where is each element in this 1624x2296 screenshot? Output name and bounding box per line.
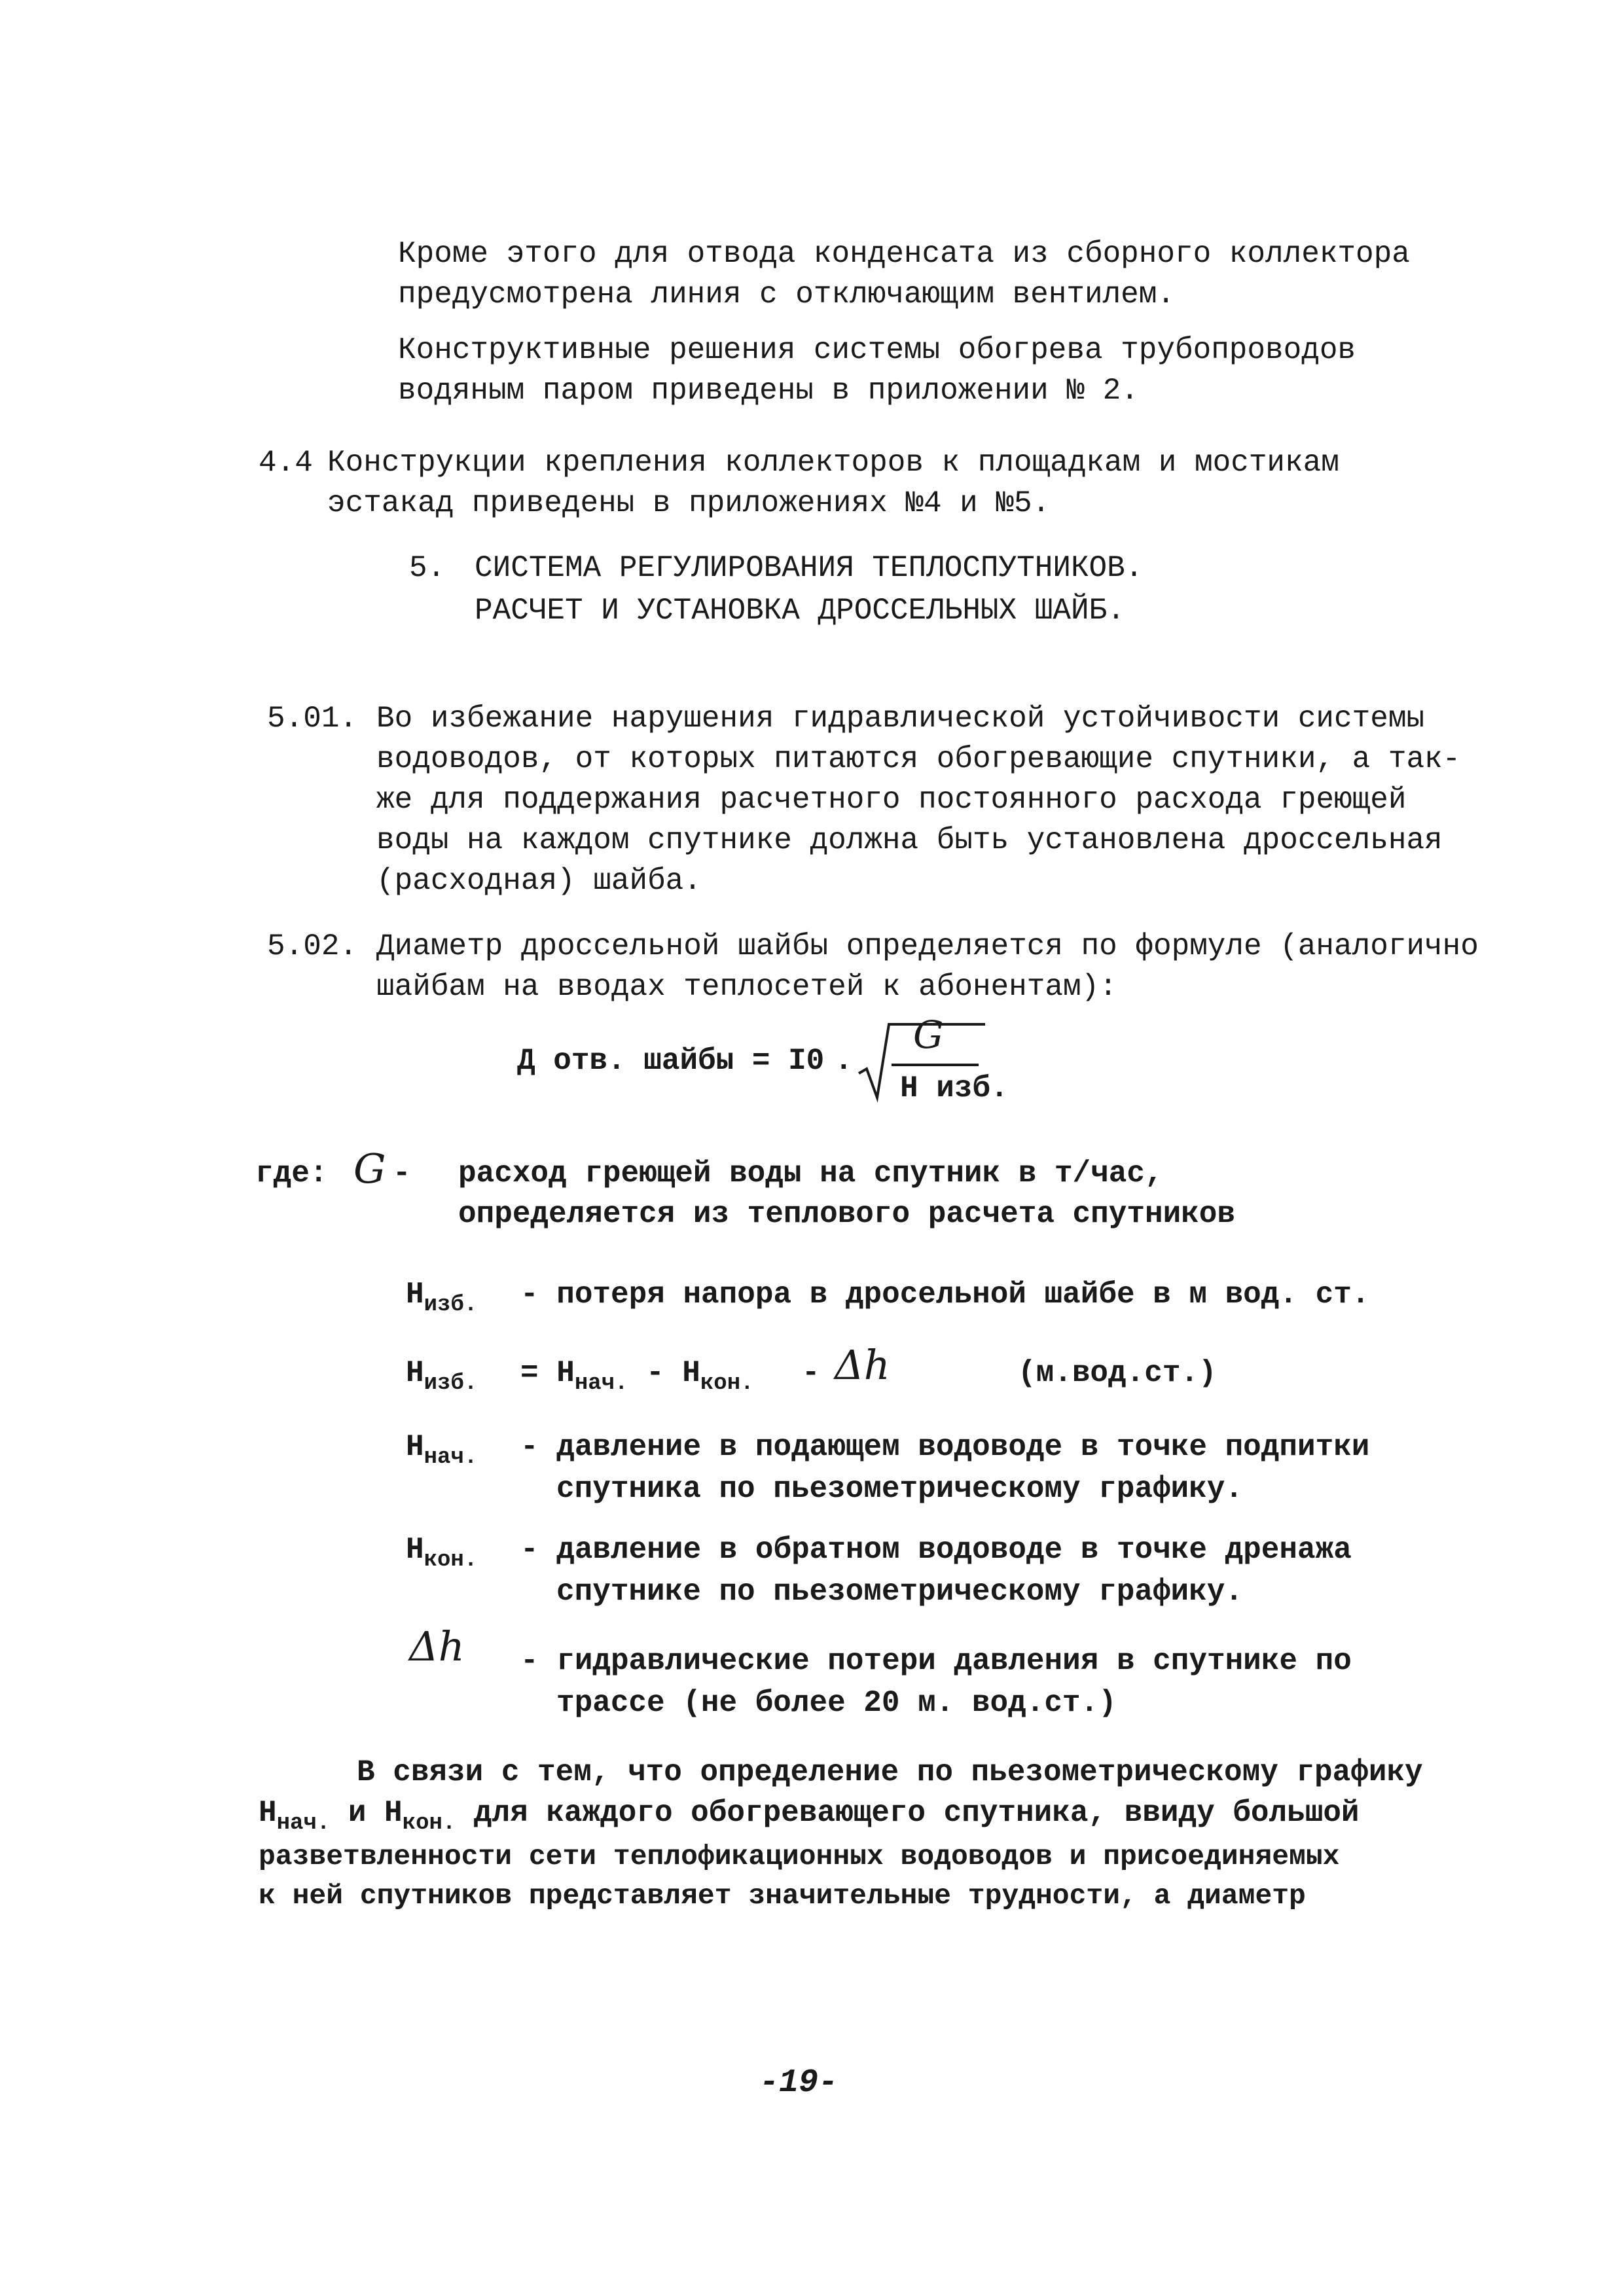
- def-hkon-line1: - давление в обратном водоводе в точке дренажа: [520, 1533, 1352, 1567]
- def-hnach-line2: спутника по пьезометрическому графику.: [556, 1472, 1243, 1506]
- formula-denominator: Н изб.: [900, 1071, 1009, 1105]
- p502-line2: шайбам на вводах теплосетей к абонентам):: [376, 970, 1117, 1004]
- p501-line2: водоводов, от которых питаются обогревающие спутники, а так-: [376, 742, 1461, 776]
- def-dh-symbol: Δh: [409, 1623, 465, 1670]
- sec44-line2: эстакад приведены в приложениях №4 и №5.: [327, 486, 1051, 520]
- where-symbol: G: [353, 1145, 386, 1193]
- formula-lhs: Д отв. шайбы = I0: [517, 1044, 825, 1078]
- formula-numerator: G: [913, 1013, 944, 1057]
- def-hnach-symbol: $Н_{нач.}$: [406, 1430, 478, 1470]
- final-line3: разветвленности сети теплофикационных водоводов и присоединяемых: [259, 1840, 1340, 1873]
- where-line2: определяется из теплового расчета спутников: [458, 1197, 1235, 1231]
- def-hizb2-eq: = $Н_{нач.} - Н_{кон.}$: [520, 1356, 754, 1396]
- def-hnach-line1: - давление в подающем водоводе в точке подпитки: [520, 1430, 1370, 1464]
- para2-line2: водяным паром приведены в приложении № 2.: [398, 374, 1139, 408]
- def-hkon-symbol: $Н_{кон.}$: [406, 1533, 478, 1573]
- where-dash: -: [393, 1157, 411, 1191]
- def-hizb1-symbol: $Н_{изб.}$: [406, 1278, 478, 1318]
- where-line1: расход греющей воды на спутник в т/час,: [458, 1157, 1163, 1191]
- final-line2: $Н_{нач.}$ и $Н_{кон.}$ для каждого обогревающего спутника, ввиду большой: [259, 1796, 1360, 1836]
- final-line1: В связи с тем, что определение по пьезометрическому графику: [357, 1755, 1423, 1789]
- def-hizb2-unit: (м.вод.ст.): [1018, 1356, 1217, 1390]
- def-dh-line2: трассе (не более 20 м. вод.ст.): [556, 1686, 1117, 1720]
- page-number: -19-: [759, 2064, 839, 2102]
- p501-line3: же для поддержания расчетного постоянного расхода греющей: [376, 783, 1407, 817]
- sec44-number: 4.4: [259, 446, 313, 480]
- p501-number: 5.01.: [267, 702, 358, 736]
- p502-line1: Диаметр дроссельной шайбы определяется по формуле (аналогично: [376, 929, 1479, 963]
- sec44-line1: Конструкции крепления коллекторов к площадкам и мостикам: [327, 446, 1339, 480]
- para2-line1: Конструктивные решения системы обогрева трубопроводов: [398, 333, 1356, 367]
- def-hizb2-symbol: $Н_{изб.}$: [406, 1356, 478, 1396]
- p502-number: 5.02.: [267, 929, 358, 963]
- p501-line1: Во избежание нарушения гидравлической устойчивости системы: [376, 702, 1425, 736]
- p501-line4: воды на каждом спутнике должна быть установлена дроссельная: [376, 823, 1443, 857]
- formula-dot: .: [835, 1044, 853, 1078]
- heading5-number: 5.: [409, 551, 446, 585]
- def-dh-line1: - гидравлические потери давления в спутнике по: [520, 1644, 1352, 1678]
- def-hizb1-text: - потеря напора в дросельной шайбе в м вод. ст.: [520, 1278, 1370, 1312]
- def-hkon-line2: спутнике по пьезометрическому графику.: [556, 1575, 1243, 1609]
- final-line4: к ней спутников представляет значительные трудности, а диаметр: [259, 1880, 1306, 1912]
- heading5-line1: СИСТЕМА РЕГУЛИРОВАНИЯ ТЕПЛОСПУТНИКОВ.: [475, 551, 1144, 585]
- p501-line5: (расходная) шайба.: [376, 864, 702, 898]
- def-hizb2-dh: Δh: [835, 1341, 890, 1389]
- where-label: где:: [255, 1157, 328, 1191]
- para1-line1: Кроме этого для отвода конденсата из сборного коллектора: [398, 237, 1410, 271]
- def-hizb2-minus: -: [802, 1356, 820, 1390]
- para1-line2: предусмотрена линия с отключающим вентилем.: [398, 278, 1175, 312]
- heading5-line2: РАСЧЕТ И УСТАНОВКА ДРОССЕЛЬНЫХ ШАЙБ.: [475, 594, 1125, 628]
